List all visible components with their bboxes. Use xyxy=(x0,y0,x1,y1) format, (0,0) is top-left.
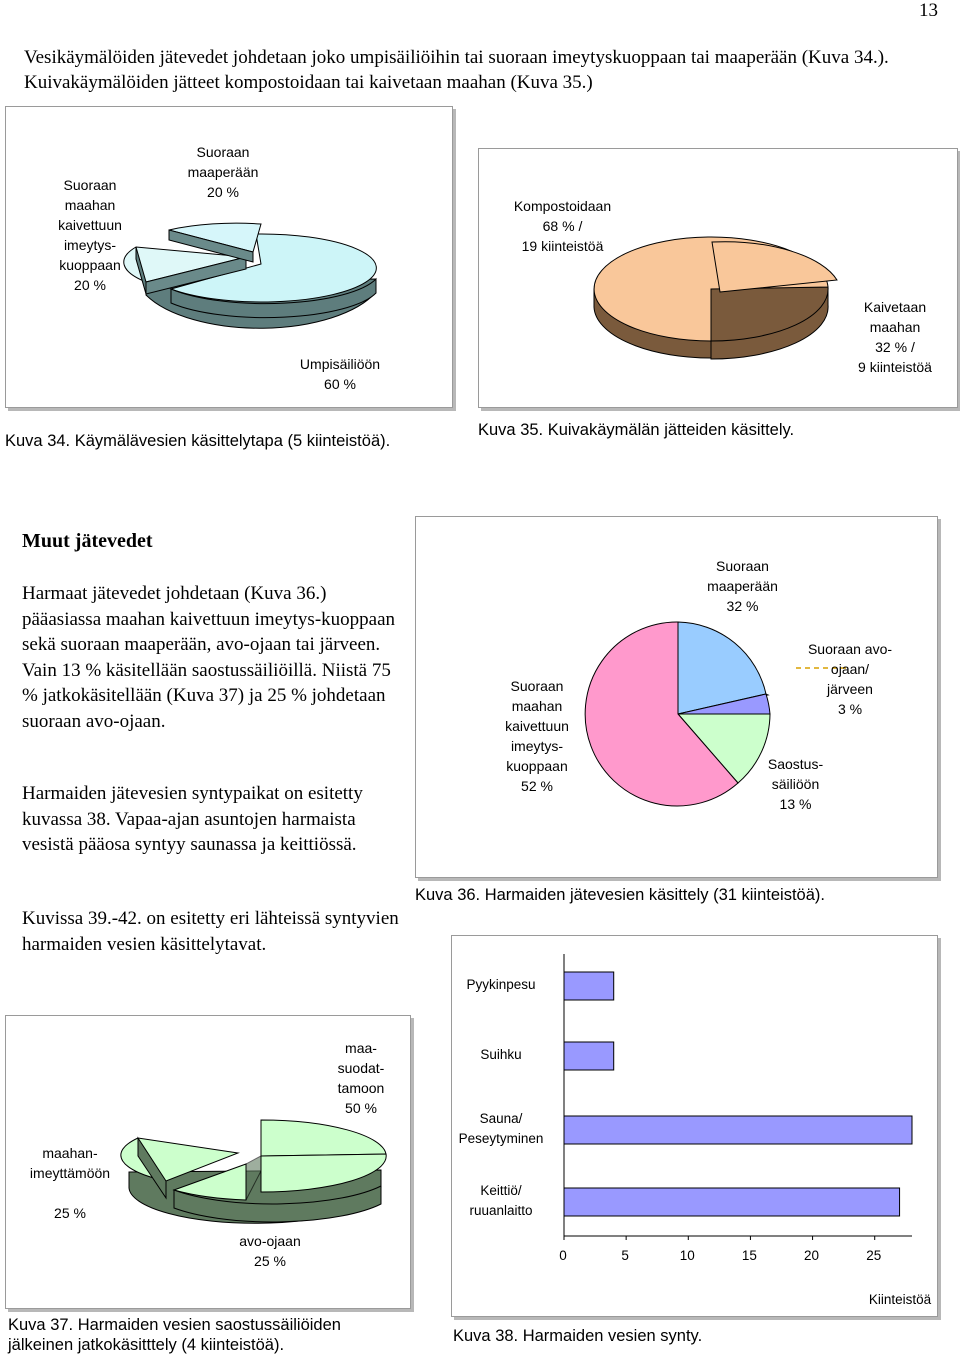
x-tick-label: 10 xyxy=(679,1248,695,1263)
fig35-label-kompost: Kompostoidaan 68 % / 19 kiinteistöä xyxy=(513,198,612,254)
section-paragraph-1: Harmaat jätevedet johdetaan (Kuva 36.) pääasiassa maahan kaivettuun imeytys-kuoppaan sekä suoraan maaperään, avo-ojaan tai järveen. Vain 13 % käsitellään saostussäiliöillä. Niistä 75 % jatkokäsitellään (Kuva 37) ja 25 % johdetaan suoraan avo-ojaan. xyxy=(22,583,396,732)
fig34-label-umpisailio: Umpisäiliöön 60 % xyxy=(299,356,381,392)
fig36-label-imeytys: Suoraan maahan kaivettuun imeytys- kuoppaan 52 % xyxy=(505,678,569,794)
x-tick-label: 15 xyxy=(741,1248,757,1263)
x-tick-label: 5 xyxy=(621,1248,629,1263)
fig36-caption: Kuva 36. Harmaiden jätevesien käsittely (31 kiinteistöä). xyxy=(415,886,825,904)
fig37-caption: Kuva 37. Harmaiden vesien saostussäiliöiden jälkeinen jatkokäsitttely (4 kiinteistöä). xyxy=(8,1316,341,1354)
section-paragraph-3: Kuvissa 39.-42. on esitetty eri lähteissä syntyvien harmaiden vesien käsittelytavat. xyxy=(22,908,399,955)
fig34-label-maapera: Suoraan maaperään 20 % xyxy=(187,144,259,200)
fig36-label-saostus: Saostus- säiliöön 13 % xyxy=(767,756,824,812)
slice-maasuod-37 xyxy=(261,1120,386,1156)
x-tick-label: 20 xyxy=(804,1248,820,1263)
bar-category-label: Sauna/ Peseytyminen xyxy=(458,1111,544,1146)
fig37-label-maahan: maahan- imeyttämöön 25 % xyxy=(29,1145,111,1221)
bar-1 xyxy=(564,1042,614,1070)
fig37-label-avo: avo-ojaan 25 % xyxy=(239,1233,301,1269)
bar-category-label: Keittiö/ ruuanlaitto xyxy=(469,1183,533,1218)
x-tick-label: 0 xyxy=(559,1248,567,1263)
fig34-caption: Kuva 34. Käymälävesien käsittelytapa (5 kiinteistöä). xyxy=(5,432,391,450)
bar-category-label: Pyykinpesu xyxy=(466,977,536,992)
intro-paragraph: Vesikäymälöiden jätevedet johdetaan joko umpisäiliöihin tai suoraan imeytyskuoppaan tai maaperään (Kuva 34.). Kuivakäymälöiden jätteet kompostoidaan tai kaivetaan maahan (Kuva 35.) xyxy=(24,47,889,93)
fig36-label-maapera: Suoraan maaperään 32 % xyxy=(707,558,778,614)
fig38-caption: Kuva 38. Harmaiden vesien synty. xyxy=(453,1327,703,1345)
page-number: 13 xyxy=(919,0,938,21)
fig37-label-maasuod: maa- suodat- tamoon 50 % xyxy=(337,1040,385,1116)
fig35-label-kaivetaan: Kaivetaan maahan 32 % / 9 kiinteistöä xyxy=(858,299,932,375)
bar-2 xyxy=(564,1116,912,1144)
fig34-label-imeytys: Suoraan maahan kaivettuun imeytys- kuoppaan 20 % xyxy=(58,177,122,293)
section-heading: Muut jätevedet xyxy=(22,530,153,552)
fig35-caption: Kuva 35. Kuivakäymälän jätteiden käsittely. xyxy=(478,421,795,439)
fig38-unit-label: Kiinteistöä xyxy=(868,1292,932,1307)
section-paragraph-2: Harmaiden jätevesien syntypaikat on esitetty kuvassa 38. Vapaa-ajan asuntojen harmaista vesistä pääosa syntyy saunassa ja keittiössä. xyxy=(22,783,363,855)
x-tick-label: 25 xyxy=(866,1248,882,1263)
bar-3 xyxy=(564,1188,900,1216)
bar-0 xyxy=(564,972,614,1000)
bar-category-label: Suihku xyxy=(480,1047,522,1062)
fig36-label-avo: Suoraan avo- ojaan/ järveen 3 % xyxy=(807,641,893,717)
